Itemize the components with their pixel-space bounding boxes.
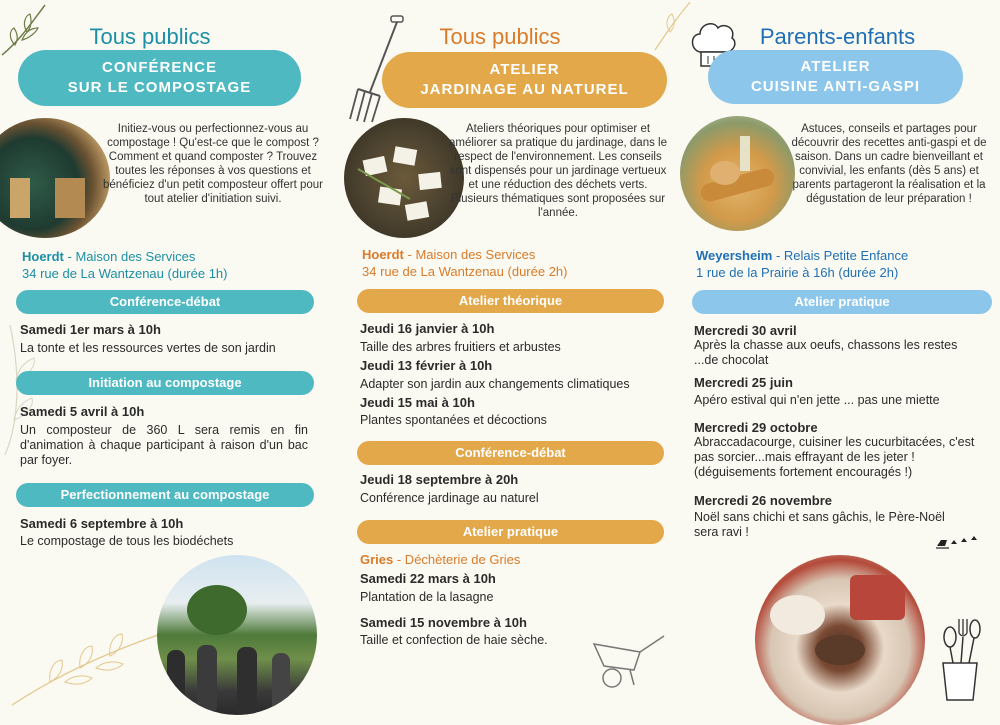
title-pill bbox=[382, 52, 667, 108]
location-city: Gries bbox=[360, 552, 394, 567]
audience-label: Tous publics bbox=[439, 24, 561, 49]
event-date: Samedi 5 avril à 10h bbox=[20, 404, 145, 419]
event-desc: Plantes spontanées et décoctions bbox=[360, 413, 547, 427]
wheelbarrow-icon bbox=[590, 630, 668, 690]
event-desc: Abraccadacourge, cuisiner les cucurbitacées, c'est pas sorcier...mais effrayant de les jeter ! (déguisements fortement encouragés !) bbox=[694, 435, 975, 479]
title-line-2: CUISINE ANTI-GASPI bbox=[750, 78, 921, 95]
section-bar-perfectionnement: Perfectionnement au compostage bbox=[16, 483, 314, 507]
title-line-2: JARDINAGE AU NATUREL bbox=[420, 81, 629, 98]
event-date: Jeudi 13 février à 10h bbox=[360, 358, 493, 373]
location-city: Weyersheim bbox=[696, 248, 773, 263]
location-address: 34 rue de La Wantzenau (durée 2h) bbox=[362, 264, 568, 279]
event-date: Samedi 6 septembre à 10h bbox=[20, 516, 184, 531]
location-place: - Maison des Services bbox=[63, 249, 196, 264]
title-line-1: ATELIER bbox=[489, 61, 560, 78]
location-place: - Relais Petite Enfance bbox=[772, 248, 909, 263]
column-cuisine bbox=[680, 0, 1000, 707]
column-compostage bbox=[0, 0, 333, 707]
event-desc: Un composteur de 360 L sera remis en fin d'animation à chaque participant à raison d'un bac par foyer. bbox=[20, 423, 308, 467]
event-desc: Plantation de la lasagne bbox=[360, 590, 494, 604]
event-date: Mercredi 29 octobre bbox=[694, 420, 818, 435]
location-place: - Déchèterie de Gries bbox=[393, 552, 521, 567]
intro-text: Ateliers théoriques pour optimiser et améliorer sa pratique du jardinage, dans le respect de l'environnement. Les conseils sont dispensés pour un jardinage vertueux et une réduction des déchets verts. Plusieurs thématiques sont proposées sur l'année. bbox=[449, 123, 667, 219]
intro-text: Initiez-vous ou perfectionnez-vous au compostage ! Qu'est-ce que le compost ? Comment et quand composter ? Trouvez toutes les réponses à vos questions et bénéficiez d'un petit composteur offert pour tout atelier d'initiation suivi. bbox=[103, 123, 323, 205]
title-line-1: CONFÉRENCE bbox=[101, 59, 217, 76]
event-date: Mercredi 30 avril bbox=[694, 323, 797, 338]
location-city: Hoerdt bbox=[22, 249, 64, 264]
title-pill bbox=[708, 50, 963, 104]
event-date: Samedi 1er mars à 10h bbox=[20, 322, 161, 337]
event-date: Jeudi 16 janvier à 10h bbox=[360, 321, 495, 336]
location bbox=[696, 247, 996, 281]
audience-label: Tous publics bbox=[89, 24, 211, 49]
audience-label: Parents-enfants bbox=[759, 24, 916, 49]
composter-photo bbox=[0, 118, 110, 238]
location-place: - Maison des Services bbox=[403, 247, 536, 262]
event-desc: Noël sans chichi et sans gâchis, le Père-Noël sera ravi ! bbox=[694, 510, 945, 539]
cooking-kids-photo bbox=[755, 555, 925, 725]
utensils-jar-icon bbox=[935, 615, 985, 703]
section-bar-conference: Conférence-débat bbox=[357, 441, 664, 465]
event-date: Jeudi 15 mai à 10h bbox=[360, 395, 475, 410]
cards-photo bbox=[344, 118, 464, 238]
location bbox=[22, 248, 322, 282]
event-date: Samedi 15 novembre à 10h bbox=[360, 615, 527, 630]
event-desc: Le compostage de tous les biodéchets bbox=[20, 534, 234, 548]
column-jardinage bbox=[340, 0, 675, 707]
event-desc: Conférence jardinage au naturel bbox=[360, 491, 539, 505]
location-address: 34 rue de La Wantzenau (durée 1h) bbox=[22, 266, 228, 281]
section-bar-theorique: Atelier théorique bbox=[357, 289, 664, 313]
section-bar-pratique: Atelier pratique bbox=[357, 520, 664, 544]
event-desc: Apéro estival qui n'en jette ... pas une miette bbox=[694, 393, 940, 407]
section-bar-conference: Conférence-débat bbox=[16, 290, 314, 314]
bread-photo bbox=[680, 116, 795, 231]
location-city: Hoerdt bbox=[362, 247, 404, 262]
event-desc: Adapter son jardin aux changements climatiques bbox=[360, 377, 630, 391]
section-bar-pratique: Atelier pratique bbox=[692, 290, 992, 314]
section-bar-initiation: Initiation au compostage bbox=[16, 371, 314, 395]
event-desc: Après la chasse aux oeufs, chassons les restes ...de chocolat bbox=[694, 338, 958, 367]
location-address: 1 rue de la Prairie à 16h (durée 2h) bbox=[696, 265, 899, 280]
intro-text: Astuces, conseils et partages pour découvrir des recettes anti-gaspi et de saison. Dans un cadre bienveillant et convivial, les enfants (dès 5 ans) et parents partageront la réalisation et la dégustation de leur préparation ! bbox=[791, 123, 987, 205]
location bbox=[360, 551, 660, 568]
title-line-1: ATELIER bbox=[800, 58, 871, 75]
title-line-2: SUR LE COMPOSTAGE bbox=[67, 79, 252, 96]
title-pill bbox=[18, 50, 301, 106]
event-desc: La tonte et les ressources vertes de son jardin bbox=[20, 341, 276, 355]
event-desc: Taille et confection de haie sèche. bbox=[360, 633, 548, 647]
event-desc: Taille des arbres fruitiers et arbustes bbox=[360, 340, 561, 354]
event-date: Mercredi 25 juin bbox=[694, 375, 793, 390]
location bbox=[362, 246, 662, 280]
event-date: Mercredi 26 novembre bbox=[694, 493, 833, 508]
event-date: Jeudi 18 septembre à 20h bbox=[360, 472, 519, 487]
event-date: Samedi 22 mars à 10h bbox=[360, 571, 496, 586]
sleigh-icon bbox=[935, 534, 980, 552]
group-photo bbox=[157, 555, 317, 715]
